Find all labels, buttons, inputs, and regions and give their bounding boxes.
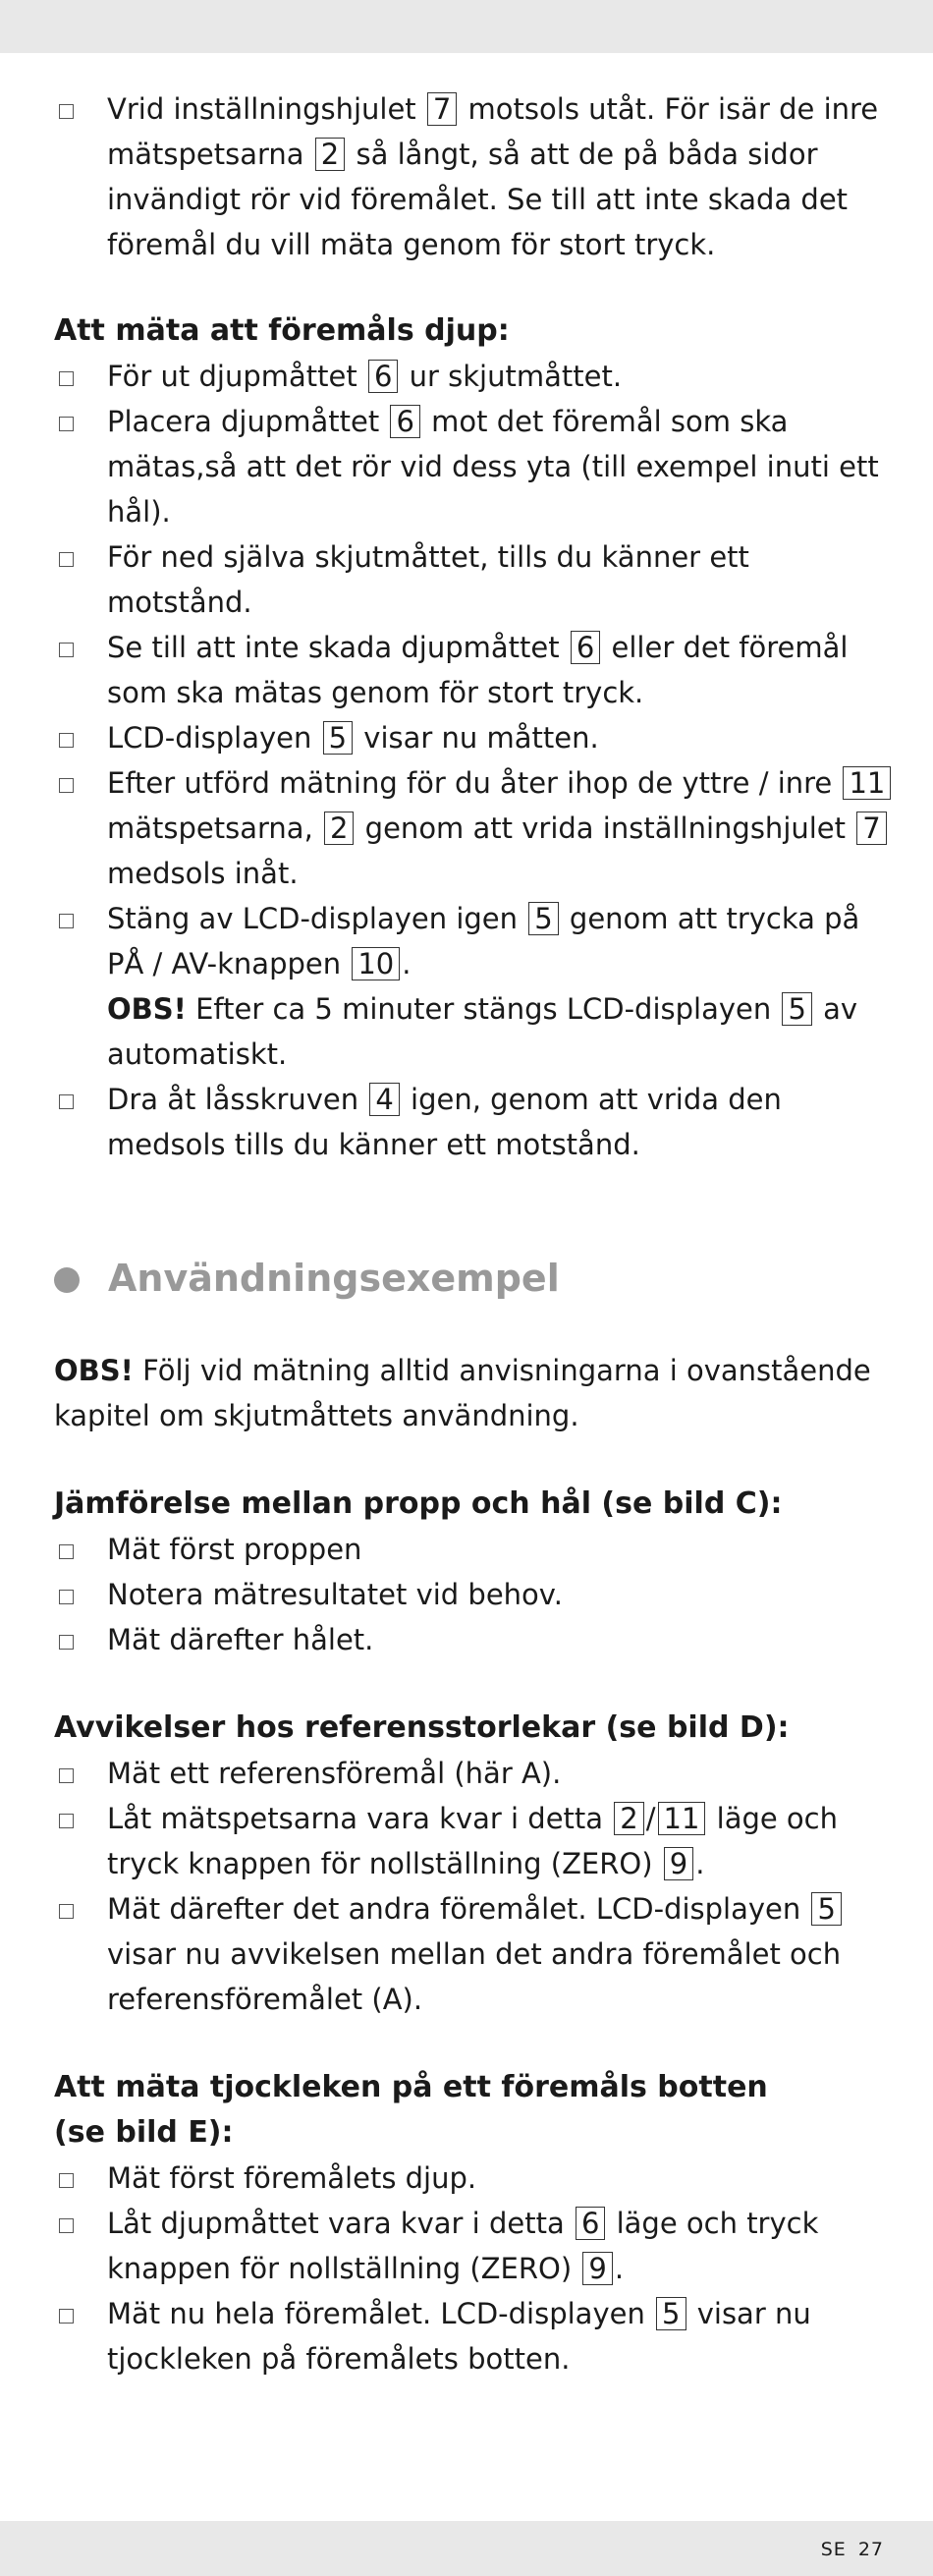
obs-label: OBS! <box>107 992 187 1026</box>
list-item: Låt mätspetsarna vara kvar i detta 2 / 11 läge och tryck knappen för nollställning (ZERO) 9 . <box>54 1796 899 1886</box>
list-item: För ned själva skjutmåttet, tills du känner ett motstånd. <box>54 534 899 625</box>
part-number-box: 4 <box>369 1083 399 1116</box>
list-item: Mät ett referensföremål (här A). <box>54 1751 899 1796</box>
part-number-box: 9 <box>664 1847 693 1880</box>
part-number-box: 5 <box>782 992 811 1026</box>
part-number-box: 11 <box>658 1802 706 1835</box>
part-number-box: 7 <box>427 92 457 126</box>
part-number-box: 2 <box>324 812 354 845</box>
part-number-box: 10 <box>352 947 400 980</box>
section-heading-compare: Jämförelse mellan propp och hål (se bild C): <box>54 1486 783 1521</box>
checkbox-bullet-icon <box>59 1590 74 1604</box>
list-item: Placera djupmåttet 6 mot det föremål som ska mätas,så att det rör vid dess yta (till exempel inuti ett hål). <box>54 399 899 534</box>
list-item: Efter utförd mätning för du åter ihop de yttre / inre 11 mätspetsarna, 2 genom att vrida inställningshjulet 7 medsols inåt. <box>54 760 899 896</box>
list-item: Vrid inställningshjulet 7 motsols utåt. För isär de inre mätspetsarna 2 så långt, så att de på båda sidor invändigt rör vid föremålet. Se till att inte skada det föremål du vill mäta genom för stort tryck. <box>54 86 899 267</box>
checkbox-bullet-icon <box>59 552 74 567</box>
part-number-box: 6 <box>368 360 398 393</box>
part-number-box: 2 <box>315 138 345 171</box>
section-heading-depth: Att mäta att föremåls djup: <box>54 313 510 348</box>
checkbox-bullet-icon <box>59 2218 74 2233</box>
checkbox-bullet-icon <box>59 1814 74 1828</box>
part-number-box: 5 <box>811 1892 841 1926</box>
section-heading-deviation: Avvikelser hos referensstorlekar (se bild D): <box>54 1710 790 1745</box>
list-item: Mät därefter det andra föremålet. LCD-displayen 5 visar nu avvikelsen mellan det andra föremålet och referensföremålet (A). <box>54 1886 899 2022</box>
checkbox-bullet-icon <box>59 371 74 386</box>
checkbox-bullet-icon <box>59 1768 74 1783</box>
obs-label: OBS! <box>54 1354 134 1387</box>
obs-note: OBS! Efter ca 5 minuter stängs LCD-displayen 5 av automatiskt. <box>107 992 858 1071</box>
checkbox-bullet-icon <box>59 1904 74 1919</box>
list-item: Låt djupmåttet vara kvar i detta 6 läge och tryck knappen för nollställning (ZERO) 9 . <box>54 2201 899 2291</box>
list-item: Mät därefter hålet. <box>54 1617 899 1662</box>
checkbox-bullet-icon <box>59 778 74 793</box>
part-number-box: 11 <box>843 766 891 800</box>
list-item: Mät nu hela föremålet. LCD-displayen 5 visar nu tjockleken på föremålets botten. <box>54 2291 899 2381</box>
part-number-box: 9 <box>582 2252 612 2285</box>
checkbox-bullet-icon <box>59 1635 74 1650</box>
list-item: Stäng av LCD-displayen igen 5 genom att trycka på PÅ / AV-knappen 10 . OBS! Efter ca 5 minuter stängs LCD-displayen 5 av automatiskt. <box>54 896 899 1077</box>
section-heading-thickness: Att mäta tjockleken på ett föremåls botten (se bild E): <box>54 2070 768 2150</box>
checkbox-bullet-icon <box>59 2173 74 2188</box>
list-item: Mät först proppen <box>54 1527 899 1572</box>
checkbox-bullet-icon <box>59 417 74 431</box>
checkbox-bullet-icon <box>59 1094 74 1109</box>
section-title-usage: Användningsexempel <box>54 1252 899 1305</box>
part-number-box: 5 <box>323 721 353 755</box>
part-number-box: 6 <box>390 405 419 438</box>
list-item: För ut djupmåttet 6 ur skjutmåttet. <box>54 354 899 399</box>
page-number-value: 27 <box>857 2539 884 2560</box>
list-item: LCD-displayen 5 visar nu måtten. <box>54 715 899 760</box>
part-number-box: 5 <box>656 2297 686 2330</box>
list-item: Se till att inte skada djupmåttet 6 eller det föremål som ska mätas genom för stort tryck. <box>54 625 899 715</box>
top-bar <box>0 0 933 53</box>
checkbox-bullet-icon <box>59 914 74 928</box>
checkbox-bullet-icon <box>59 104 74 119</box>
part-number-box: 7 <box>856 812 886 845</box>
page-content <box>54 86 899 2381</box>
usage-note: OBS! Följ vid mätning alltid anvisningarna i ovanstående kapitel om skjutmåttets användning. <box>54 1354 871 1432</box>
checkbox-bullet-icon <box>59 1544 74 1559</box>
checkbox-bullet-icon <box>59 733 74 748</box>
list-item: Notera mätresultatet vid behov. <box>54 1572 899 1617</box>
checkbox-bullet-icon <box>59 2309 74 2324</box>
section-dot-icon <box>54 1267 80 1293</box>
part-number-box: 2 <box>614 1802 643 1835</box>
checkbox-bullet-icon <box>59 643 74 657</box>
page-number <box>809 2539 884 2560</box>
footer-bar <box>0 2521 933 2576</box>
language-code: SE <box>820 2539 847 2560</box>
part-number-box: 6 <box>576 2207 605 2240</box>
list-item: Dra åt låsskruven 4 igen, genom att vrida den medsols tills du känner ett motstånd. <box>54 1077 899 1167</box>
part-number-box: 6 <box>571 631 600 664</box>
list-item: Mät först föremålets djup. <box>54 2156 899 2201</box>
part-number-box: 5 <box>528 902 558 935</box>
